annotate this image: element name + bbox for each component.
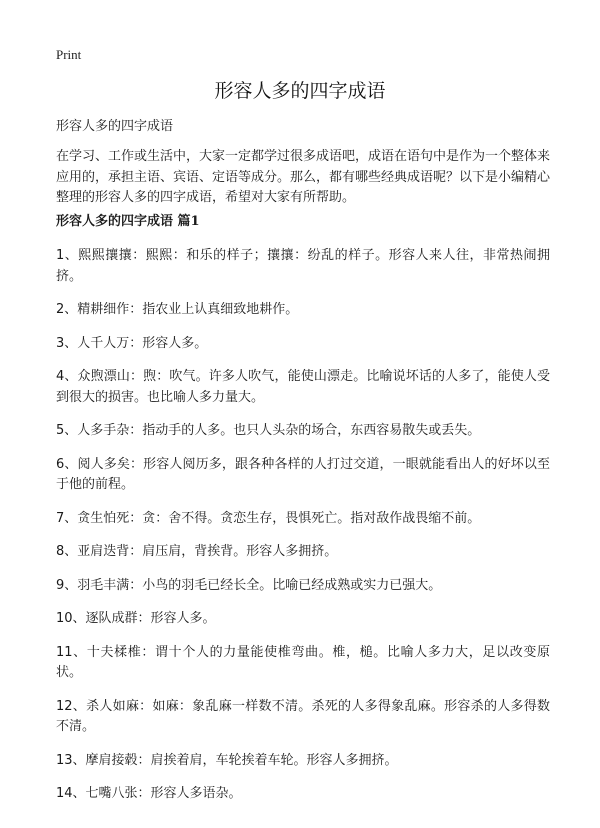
idiom-entry: 12、杀人如麻：如麻：象乱麻一样数不清。杀死的人多得象乱麻。形容杀的人多得数不清。 [56, 698, 550, 734]
print-link[interactable]: Print [56, 47, 82, 62]
idiom-entry: 10、逐队成群：形容人多。 [56, 611, 216, 626]
idiom-entry: 11、十夫楺椎：谓十个人的力量能使椎弯曲。椎，槌。比喻人多力大，足以改变原状。 [56, 644, 550, 680]
idiom-entry: 14、七嘴八张：形容人多语杂。 [56, 786, 242, 801]
idiom-entry: 7、贪生怕死：贪：舍不得。贪恋生存，畏惧死亡。指对敌作战畏缩不前。 [56, 510, 481, 526]
intro-paragraph: 在学习、工作或生活中，大家一定都学过很多成语吧，成语在语句中是作为一个整体来应用的，承担主语、宾语、定语等成分。那么，都有哪些经典成语呢？以下是小编精心整理的形容人多的四字成语，希望对大家有所帮助。 [56, 149, 551, 205]
subtitle: 形容人多的四字成语 [56, 119, 174, 134]
idiom-entry: 9、羽毛丰满：小鸟的羽毛已经长全。比喻已经成熟或实力已强大。 [56, 577, 442, 593]
idiom-entry: 6、阅人多矣：形容人阅历多，跟各种各样的人打过交道，一眼就能看出人的好坏以至于他的前程。 [56, 456, 550, 492]
page-title: 形容人多的四字成语 [214, 80, 386, 102]
idiom-entry: 3、人千人万：形容人多。 [56, 335, 208, 351]
section-heading: 形容人多的四字成语 篇1 [56, 214, 200, 229]
idiom-list [56, 246, 550, 818]
idiom-entry: 2、精耕细作：指农业上认真细致地耕作。 [56, 302, 299, 317]
idiom-entry: 5、人多手杂：指动手的人多。也只人头杂的场合，东西容易散失或丢失。 [56, 423, 481, 438]
idiom-entry: 13、摩肩接毂：肩挨着肩，车轮挨着车轮。形容人多拥挤。 [56, 752, 398, 768]
idiom-entry: 8、亚肩迭背：肩压肩，背挨背。形容人多拥挤。 [56, 544, 338, 559]
idiom-entry: 4、众煦漂山：煦：吹气。许多人吹气，能使山漂走。比喻说坏话的人多了，能使人受到很大的损害。也比喻人多力量大。 [56, 369, 550, 405]
idiom-entry: 1、熙熙攘攘：熙熙：和乐的样子；攘攘：纷乱的样子。形容人来人往，非常热闹拥挤。 [56, 248, 550, 284]
